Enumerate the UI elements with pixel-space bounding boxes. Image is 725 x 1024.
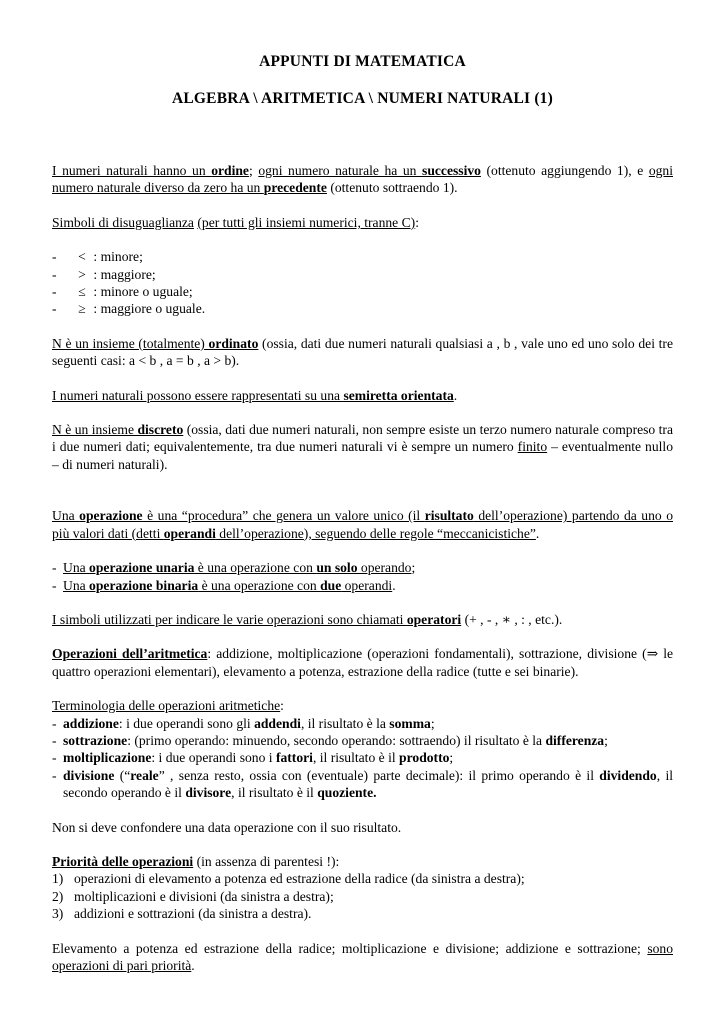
text-span: I numeri naturali possono essere rappresentati su una — [52, 387, 344, 403]
dash: - — [52, 284, 57, 300]
term-dividendo: dividendo — [599, 767, 657, 783]
text-span: N è un insieme (totalmente) — [52, 335, 209, 351]
term-un-solo: un solo — [316, 560, 358, 576]
text-span: : (primo operando: minuendo, secondo operando: sottraendo) il risultato è la — [127, 732, 546, 748]
term-addendi: addendi — [254, 715, 301, 731]
text-span: dell’operazione) partendo da uno o più valori dati (detti — [52, 508, 674, 541]
text-span: Simboli di disuguaglianza — [52, 214, 194, 230]
text-span: sono operazioni di pari priorità — [52, 940, 673, 973]
terminology-list — [52, 715, 673, 802]
paragraph-order — [52, 162, 673, 197]
text-span: (ossia, dati due numeri naturali, non sempre esiste un terzo numero naturale compreso tra i due numeri dati; equivalentemente, tra due numeri naturali vi è sempre un numero — [52, 422, 673, 455]
text-span: operandi — [341, 577, 393, 593]
document-title: APPUNTI DI MATEMATICA — [259, 53, 466, 70]
text-span: ; — [604, 732, 608, 748]
term-moltiplicazione: moltiplicazione — [63, 750, 152, 766]
text-span: I numeri naturali hanno un — [52, 163, 212, 178]
operations-list — [52, 559, 673, 594]
priority-heading — [52, 853, 673, 870]
term-addizione: addizione — [63, 715, 119, 731]
term-successivo: successivo — [422, 163, 481, 178]
term-ordine: ordine — [211, 163, 249, 178]
symbol-greater: > — [78, 266, 86, 282]
text-span: (+ , - , ∗ , : , etc.). — [461, 611, 563, 627]
symbol-less-equal: ≤ — [78, 284, 86, 300]
list-item — [52, 559, 673, 576]
terminology-heading — [52, 697, 673, 714]
list-item — [52, 767, 673, 802]
paragraph-operation-definition — [52, 507, 673, 542]
text-span: è una “procedura” che genera un valore unico (il — [142, 508, 425, 524]
text-span: Una — [52, 508, 80, 524]
text-span: : maggiore o uguale. — [93, 301, 206, 317]
text-span: : addizione, moltiplicazione (operazioni fondamentali), sottrazione, divisione ( — [207, 646, 647, 662]
term-divisione: divisione — [63, 767, 115, 783]
text-span: (ottenuto sottraendo 1). — [326, 180, 458, 196]
dash: - — [52, 249, 57, 265]
text-span: ogni numero naturale ha un — [258, 163, 423, 178]
text-span: operazioni di elevamento a potenza ed estrazione della radice (da sinistra a destra); — [74, 871, 525, 887]
term-risultato: risultato — [424, 508, 474, 524]
list-number: 2) — [52, 888, 64, 904]
text-span: . — [191, 958, 195, 973]
dash: - — [52, 732, 57, 748]
text-span: Terminologia delle operazioni aritmetiche — [52, 698, 281, 714]
list-item — [52, 749, 673, 766]
list-number: 3) — [52, 906, 64, 922]
text-span: moltiplicazioni e divisioni (da sinistra a destra); — [74, 888, 334, 904]
text-span: operando — [357, 560, 412, 576]
dash: - — [52, 301, 57, 317]
text-span: ; — [449, 750, 454, 766]
paragraph-arithmetic-operations — [52, 645, 673, 680]
paragraph-operators — [52, 611, 673, 628]
list-number: 1) — [52, 871, 64, 887]
text-span: ; — [248, 163, 259, 178]
text-span: (ottenuto aggiungendo 1), e — [480, 163, 649, 178]
text-span: : i due operandi sono i — [151, 750, 276, 766]
list-item — [52, 888, 673, 905]
term-differenza: differenza — [545, 732, 605, 748]
term-operatori: operatori — [406, 611, 462, 627]
text-span: (per tutti gli insiemi numerici, tranne C) — [197, 214, 416, 230]
text-span: ogni numero naturale diverso da zero ha un — [52, 163, 673, 196]
text-span: , il risultato è il — [231, 785, 318, 801]
paragraph-equal-priority — [52, 940, 673, 975]
term-reale: reale — [130, 767, 159, 783]
term-due: due — [320, 577, 342, 593]
term-somma: somma — [389, 715, 431, 731]
list-item — [52, 905, 673, 922]
dash: - — [52, 750, 57, 766]
symbols-list — [52, 248, 673, 318]
list-item — [52, 715, 673, 732]
term-operazioni-aritmetica: Operazioni dell’aritmetica — [52, 646, 208, 662]
list-item — [52, 300, 673, 317]
term-fattori: fattori — [275, 750, 313, 766]
text-span: (in assenza di parentesi !): — [193, 853, 340, 869]
text-span: : — [415, 214, 419, 230]
text-span: I simboli utilizzati per indicare le varie operazioni sono chiamati — [52, 611, 407, 627]
text-span: N è un insieme — [52, 422, 138, 438]
priority-list — [52, 870, 673, 922]
text-span: . — [535, 525, 540, 541]
text-span: le quattro operazioni elementari), elevamento a potenza, estrazione della radice (tutte e sei binarie). — [52, 646, 674, 679]
term-divisore: divisore — [185, 785, 232, 801]
text-span: (“ — [114, 767, 131, 783]
paragraph-oriented-ray — [52, 387, 673, 404]
list-item — [52, 248, 673, 265]
text-span: : minore; — [93, 249, 143, 265]
text-span: . — [453, 387, 458, 403]
text-span: ; — [411, 560, 416, 576]
dash: - — [52, 266, 57, 282]
dash: - — [52, 577, 57, 593]
text-span: . — [392, 577, 396, 593]
term-finito: finito — [517, 439, 548, 455]
text-span: è una operazione con — [194, 560, 317, 576]
term-binaria: operazione binaria — [89, 577, 199, 593]
term-ordinato: ordinato — [208, 335, 259, 351]
text-span: dell’operazione), seguendo delle regole “meccanicistiche” — [215, 525, 536, 541]
text-span: ” , senza resto, ossia con (eventuale) parte decimale): il primo operando è il — [158, 767, 600, 783]
text-span: : maggiore; — [93, 266, 156, 282]
paragraph-ordered-set — [52, 335, 673, 370]
term-operazione: operazione — [79, 508, 143, 524]
text-span: – eventualmente nullo – di numeri naturali). — [52, 439, 673, 472]
list-item — [52, 266, 673, 283]
list-item — [52, 577, 673, 594]
term-sottrazione: sottrazione — [63, 732, 128, 748]
implies-symbol: ⇒ — [646, 646, 659, 662]
term-precedente: precedente — [263, 180, 327, 196]
list-item — [52, 732, 673, 749]
term-unaria: operazione unaria — [89, 560, 195, 576]
term-operandi: operandi — [163, 525, 216, 541]
dash: - — [52, 715, 57, 731]
paragraph-note: Non si deve confondere una data operazione con il suo risultato. — [52, 819, 402, 835]
document-subtitle: ALGEBRA \ ARITMETICA \ NUMERI NATURALI (1) — [171, 90, 553, 107]
text-span: : minore o uguale; — [93, 284, 193, 300]
text-span: è una operazione con — [198, 577, 321, 593]
text-span: : — [280, 698, 284, 714]
term-discreto: discreto — [137, 422, 184, 438]
term-prodotto: prodotto — [399, 750, 450, 766]
list-item — [52, 870, 673, 887]
list-item — [52, 283, 673, 300]
text-span: Elevamento a potenza ed estrazione della radice; moltiplicazione e divisione; addizione e sottrazione; — [52, 940, 648, 956]
text-span: Una — [63, 577, 90, 593]
text-span: , il risultato è il — [312, 750, 400, 766]
symbol-greater-equal: ≥ — [78, 301, 86, 317]
symbol-less: < — [78, 249, 86, 265]
text-span: (ossia, dati due numeri naturali qualsiasi a , b , vale uno ed uno solo dei tre seguenti casi: a < b , a = b , a > b). — [52, 335, 673, 369]
dash: - — [52, 560, 57, 576]
paragraph-discrete-set — [52, 421, 673, 473]
text-span: ; — [430, 715, 435, 731]
text-span: : i due operandi sono gli — [118, 715, 255, 731]
text-span: addizioni e sottrazioni (da sinistra a destra). — [74, 906, 312, 922]
dash: - — [52, 767, 57, 783]
text-span: , il secondo operando è il — [63, 767, 673, 801]
text-span: Una — [63, 560, 90, 576]
text-span: , il risultato è la — [300, 715, 390, 731]
term-semiretta: semiretta orientata — [343, 387, 454, 403]
document-page — [52, 48, 673, 974]
paragraph-inequality-symbols — [52, 214, 673, 231]
term-priorita: Priorità delle operazioni — [52, 853, 194, 869]
term-quoziente: quoziente. — [317, 785, 377, 801]
